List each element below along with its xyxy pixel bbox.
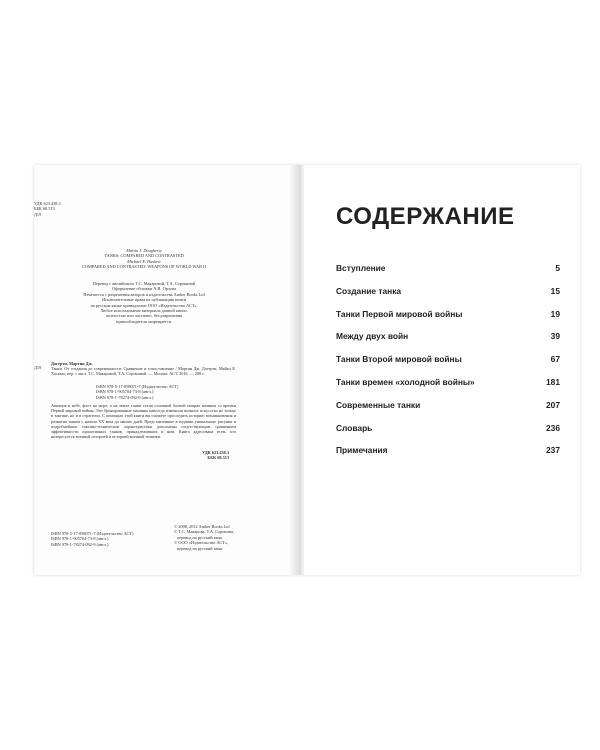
toc-entry-page: 39 — [550, 331, 560, 342]
isbn-line: ISBN 978-1-78274-092-9 (англ.) — [96, 394, 154, 400]
toc-entry — [336, 377, 560, 400]
toc-entry-label: Словарь — [336, 422, 373, 433]
isbn-line: ISBN 978-1-905704-73-8 (англ.) — [51, 536, 109, 542]
copyright-line: перевод на русский язык — [177, 545, 223, 551]
toc-entry-page: 5 — [555, 263, 560, 273]
copyright-line: © 2008, 2012 Amber Books Ltd — [174, 524, 230, 529]
isbn-line: ISBN 978-5-17-098071-7 (Издательство АСТ) — [51, 531, 134, 536]
rights-line-1: Исключительные права на публикацию книги — [102, 297, 186, 303]
toc-entry-page: 237 — [546, 445, 560, 456]
isbn-bottom-block — [51, 531, 133, 547]
toc-entry-label: Танки Второй мировой войны — [336, 354, 462, 365]
original-title-2: COMPARED AND CONTRASTED: WEAPONS OF WORLD WAR II — [82, 264, 206, 270]
toc-entry-page: 67 — [550, 354, 560, 365]
toc-entry — [336, 354, 560, 377]
bbk-code: ББК 68.513 — [207, 455, 230, 461]
toc-entry-page: 207 — [546, 399, 560, 410]
contents-title: СОДЕРЖАНИЕ — [336, 203, 515, 230]
left-page-imprint — [34, 165, 297, 575]
right-page-contents — [304, 165, 580, 575]
bbk-code: ББК 68.513 — [34, 206, 55, 212]
author-mark-2: Д19 — [34, 365, 42, 370]
toc-entry-label: Между двух войн — [336, 331, 409, 342]
author-1: Martin J. Dougherty — [126, 248, 162, 253]
toc-entry-page: 19 — [550, 308, 560, 319]
author-2: Michael E. Haskew — [127, 258, 161, 264]
annotation-paragraph: Авиация в небе, флот на море, а на земле танки стали основной боевой мощью начиная со времен Первой мировой войны. Эти бронированные машины навсегда изменили военное искусство не только в тактике, но и в стратегии. С помощью этой книги вы сможете проследить историю возникновения и развития танков с начала XX века до наших дней. Представленные в издании уникальные рисунки и подробнейшие тактико-технические характеристики дополнены сопутствующим сравнением эффективности одинотипных танков, принадлежавших к ним. Книга адресована всем, кто интересуется военной историей и историей военной техники. — [51, 403, 236, 440]
translation-line: Перевод с английского Т.С. Макаровой, Т.А. Сорокиной — [92, 281, 196, 286]
isbn-mid-block — [96, 384, 178, 400]
toc-entry-page: 181 — [546, 376, 560, 387]
toc-entry-label: Примечания — [336, 445, 388, 456]
original-title-1: TANKS: COMPARED AND CONTRASTED — [104, 253, 184, 259]
rights-line-5: правообладателя запрещается. — [116, 318, 172, 324]
rights-line-4: полностью или частично, без разрешения — [105, 313, 183, 319]
isbn-line: ISBN 978-1-905704-73-8 (англ.) — [96, 389, 154, 395]
toc-entry-label: Танки Первой мировой войны — [336, 308, 463, 319]
toc-entry — [336, 263, 560, 286]
toc-entry — [336, 331, 560, 354]
copyright-block — [174, 524, 234, 551]
udk-bottom-block — [202, 450, 229, 461]
contents-list — [336, 263, 560, 468]
author-heading: Догерти, Мартин Дж. — [51, 361, 93, 366]
toc-entry-label: Танки времен «холодной войны» — [336, 376, 475, 387]
author-mark: Д19 — [34, 211, 42, 217]
toc-entry-page: 236 — [546, 422, 560, 433]
toc-entry-label: Создание танка — [336, 285, 402, 296]
udk-code: УДК 623.438.3 — [34, 201, 61, 206]
toc-entry-label: Вступление — [336, 263, 386, 273]
translation-block — [54, 281, 234, 324]
toc-entry — [336, 309, 560, 332]
toc-entry — [336, 400, 560, 423]
isbn-line: ISBN 978-5-17-098071-7 (Издательство АСТ) — [96, 384, 179, 389]
cover-design-line: Оформление обложки А.И. Орлова — [111, 286, 177, 292]
bibliographic-description: Танки. От создания до современности: Сравнение и сопоставление / Мартин Дж. Догерти, Майкл Е. Хаскью; пер. с англ. Т.С. Макаровой, Т.А. Сорокиной. — Москва: АСТ, 2016. — 288 с. — [51, 366, 236, 377]
toc-entry — [336, 445, 560, 468]
copyright-line: перевод на русский язык — [177, 534, 223, 540]
toc-entry-label: Современные танки — [336, 399, 421, 410]
permission-line: Печатается с разрешения авторов и издательства Amber Books Ltd — [83, 291, 205, 297]
original-title-block — [54, 248, 234, 270]
rights-line-2: на русском языке принадлежат ООО «Издательство АСТ». — [90, 302, 198, 308]
copyright-line: © ООО «Издательство АСТ», — [174, 540, 228, 546]
toc-entry-page: 15 — [550, 285, 560, 296]
copyright-line: © Т.С. Макарова, Т.А. Сорокина, — [174, 529, 235, 535]
book-spread — [34, 165, 580, 575]
udk-code: УДК 623.438.3 — [202, 450, 230, 455]
toc-entry — [336, 286, 560, 309]
udk-top-block — [34, 201, 61, 217]
toc-entry — [336, 423, 560, 446]
rights-line-3: Любое использование материала данной книги, — [100, 308, 188, 314]
isbn-line: ISBN 978-1-78274-092-9 (англ.) — [51, 541, 109, 547]
